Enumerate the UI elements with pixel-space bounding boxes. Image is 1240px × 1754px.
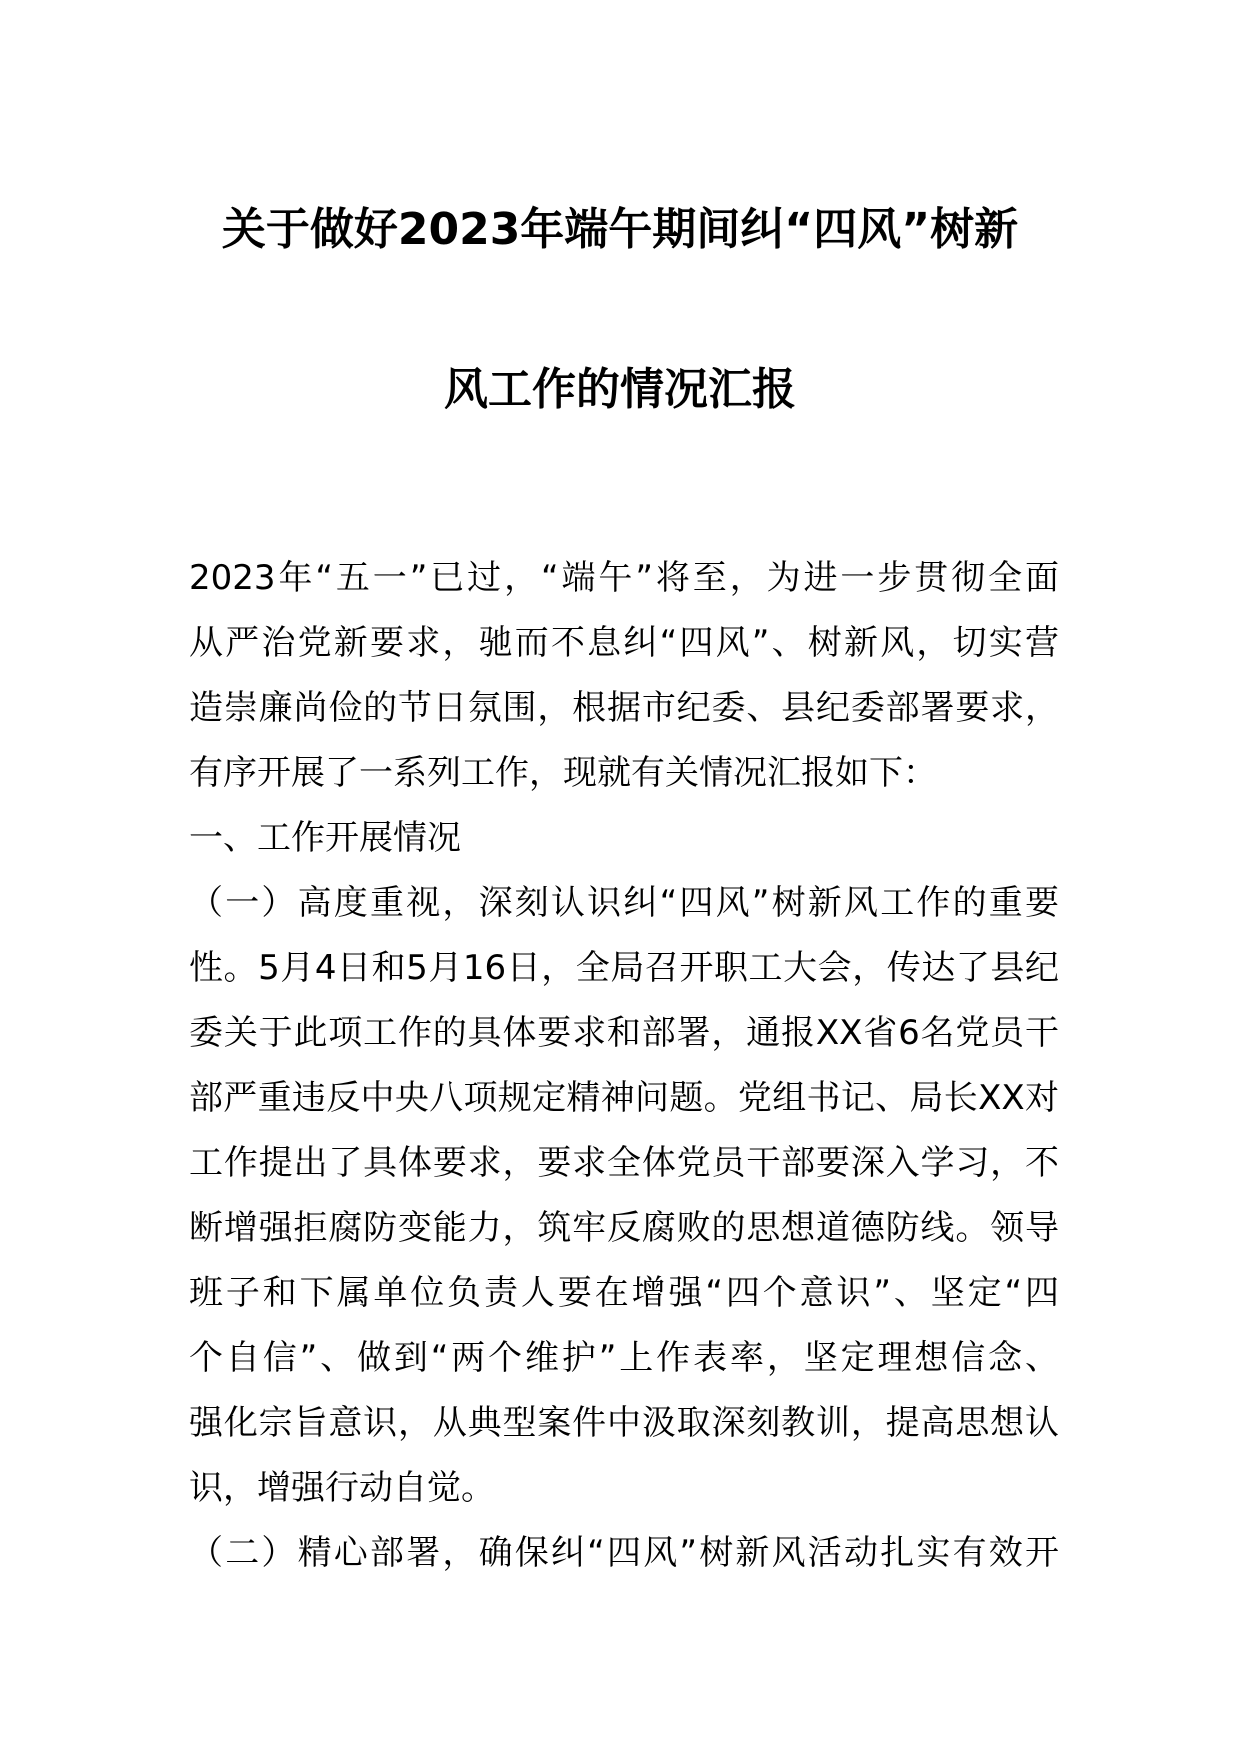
subsection-heading: （二）精心部署，确保纠“四风”树新风活动扎实有效开 — [189, 1533, 1059, 1573]
body-line: 性。5月4日和5月16日，全局召开职工大会，传达了县纪 — [189, 948, 1059, 988]
body-line: 断增强拒腐防变能力，筑牢反腐败的思想道德防线。领导 — [189, 1208, 1059, 1248]
subsection-heading: （一）高度重视，深刻认识纠“四风”树新风工作的重要 — [189, 883, 1059, 923]
section-heading: 一、工作开展情况 — [189, 818, 461, 858]
body-line: 强化宗旨意识，从典型案件中汲取深刻教训，提高思想认 — [189, 1403, 1059, 1443]
document-title-line-2: 风工作的情况汇报 — [444, 364, 796, 415]
body-line: 个自信”、做到“两个维护”上作表率，坚定理想信念、 — [189, 1338, 1059, 1378]
body-line: 委关于此项工作的具体要求和部署，通报XX省6名党员干 — [189, 1013, 1059, 1053]
body-line: 班子和下属单位负责人要在增强“四个意识”、坚定“四 — [189, 1273, 1059, 1313]
document-title-line-1: 关于做好2023年端午期间纠“四风”树新 — [221, 204, 1019, 255]
body-line: 从严治党新要求，驰而不息纠“四风”、树新风，切实营 — [189, 623, 1059, 663]
body-line: 2023年“五一”已过，“端午”将至，为进一步贯彻全面 — [189, 558, 1059, 598]
body-line: 有序开展了一系列工作，现就有关情况汇报如下： — [189, 753, 937, 793]
body-line: 识，增强行动自觉。 — [189, 1468, 495, 1508]
body-line: 造崇廉尚俭的节日氛围，根据市纪委、县纪委部署要求， — [189, 688, 1059, 728]
body-line: 部严重违反中央八项规定精神问题。党组书记、局长XX对 — [189, 1078, 1059, 1118]
body-line: 工作提出了具体要求，要求全体党员干部要深入学习，不 — [189, 1143, 1059, 1183]
document-body — [189, 546, 1059, 1586]
